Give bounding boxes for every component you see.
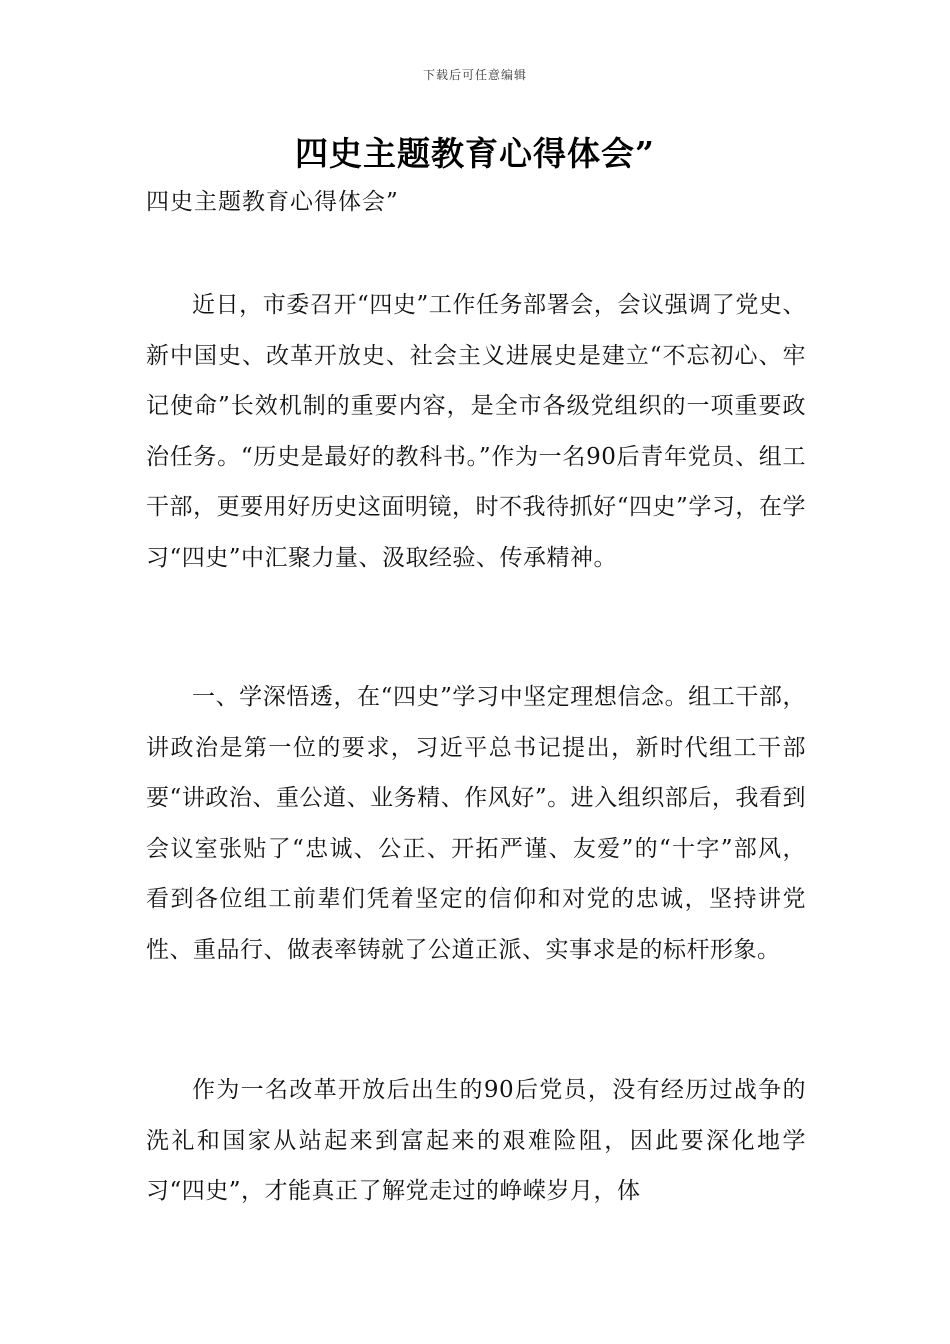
document-title: 四史主题教育心得体会” <box>295 134 655 173</box>
header-note: 下载后可任意编辑 <box>422 68 527 82</box>
paragraph-2: 一、学深悟透，在“四史”学习中坚定理想信念。组工干部，讲政治是第一位的要求，习近平总书记提出，新时代组工干部要“讲政治、重公道、业务精、作风好”。进入组织部后，我看到会议室张贴了“忠诚、公正、开拓严谨、友爱”的“十字”部风，看到各位组工前辈们凭着坚定的信仰和对党的忠诚，坚持讲党性、重品行、做表率铸就了公道正派、实事求是的标杆形象。 <box>146 684 806 963</box>
paragraph-3: 作为一名改革开放后出生的90后党员，没有经历过战争的洗礼和国家从站起来到富起来的艰难险阻，因此要深化地学习“四史”，才能真正了解党走过的峥嵘岁月，体 <box>146 1077 806 1204</box>
paragraph-1: 近日，市委召开“四史”工作任务部署会，会议强调了党史、新中国史、改革开放史、社会主义进展史是建立“不忘初心、牢记使命”长效机制的重要内容，是全市各级党组织的一项重要政治任务。“历史是最好的教科书。”作为一名90后青年党员、组工干部，更要用好历史这面明镜，时不我待抓好“四史”学习，在学习“四史”中汇聚力量、汲取经验、传承精神。 <box>146 292 806 571</box>
document-subtitle: 四史主题教育心得体会” <box>146 189 399 215</box>
